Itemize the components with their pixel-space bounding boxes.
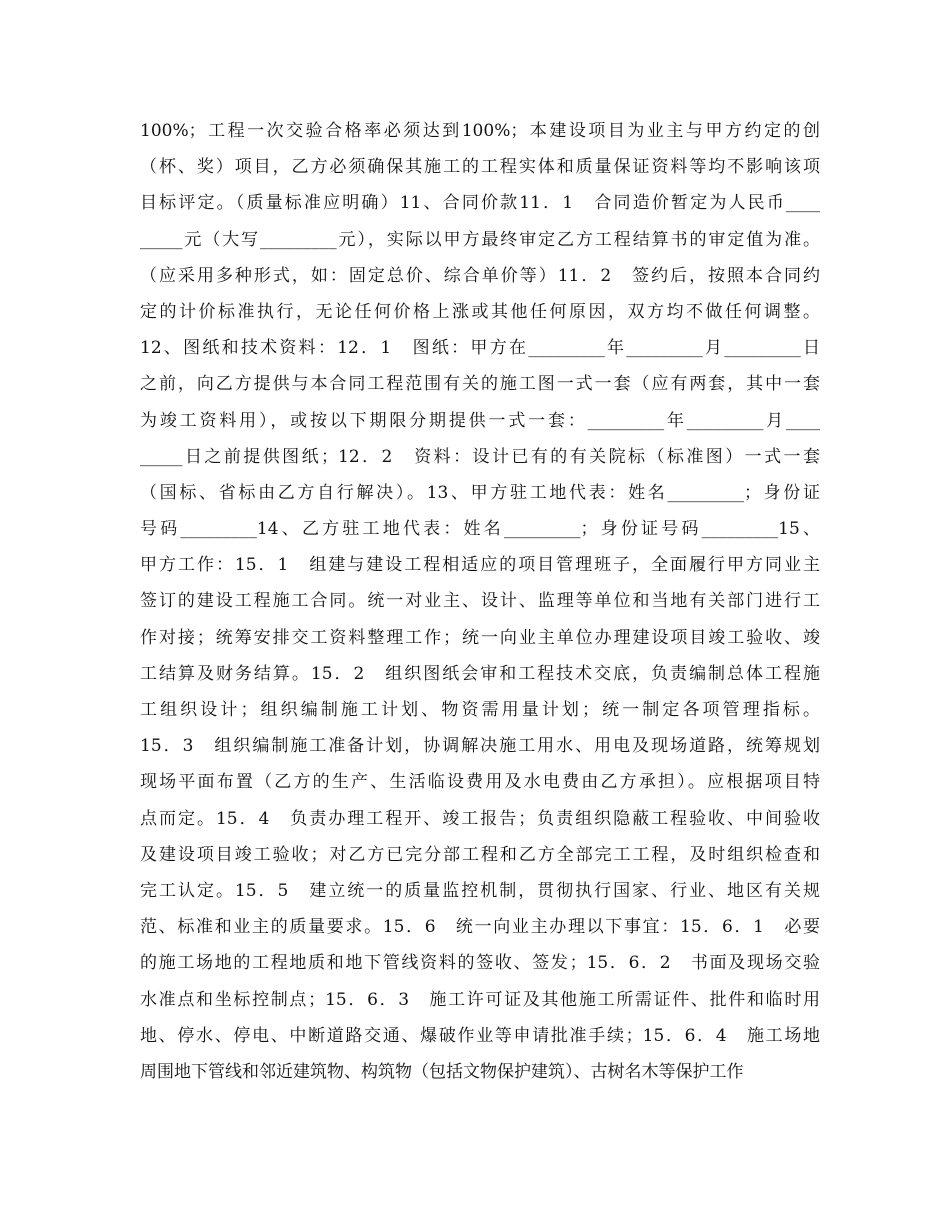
text-line: 12、图纸和技术资料：12．1 图纸：甲方在_________年_________月_________日 <box>140 338 820 359</box>
text-line: 签订的建设工程施工合同。统一对业主、设计、监理等单位和当地有关部门进行工 <box>140 591 820 612</box>
text-line: （杯、奖）项目，乙方必须确保其施工的工程实体和质量保证资料等均不影响该项 <box>140 157 820 178</box>
contract-body-text <box>140 113 820 1090</box>
text-line: 工结算及财务结算。15．2 组织图纸会审和工程技术交底，负责编制总体工程施 <box>140 663 820 684</box>
text-line: 水准点和坐标控制点；15．6．3 施工许可证及其他施工所需证件、批件和临时用 <box>140 989 820 1010</box>
text-line: 范、标准和业主的质量要求。15．6 统一向业主办理以下事宜：15．6．1 必要 <box>140 917 820 938</box>
text-line: 的施工场地的工程地质和地下管线资料的签收、签发；15．6．2 书面及现场交验 <box>140 953 820 974</box>
text-line: 周围地下管线和邻近建筑物、构筑物（包括文物保护建筑）、古树名木等保护工作 <box>140 1061 744 1082</box>
text-line: （国标、省标由乙方自行解决）。13、甲方驻工地代表：姓名_________；身份证 <box>140 482 820 503</box>
text-line: 点而定。15．4 负责办理工程开、竣工报告；负责组织隐蔽工程验收、中间验收 <box>140 808 820 829</box>
text-line: 工组织设计；组织编制施工计划、物资需用量计划；统一制定各项管理指标。 <box>140 700 820 720</box>
text-line: _____日之前提供图纸；12．2 资料：设计已有的有关院标（标准图）一式一套 <box>140 446 820 467</box>
text-line: 15．3 组织编制施工准备计划，协调解决施工用水、用电及现场道路，统筹规划 <box>140 736 820 757</box>
text-line: （应采用多种形式，如：固定总价、综合单价等）11．2 签约后，按照本合同约 <box>140 265 820 286</box>
text-line: 为竣工资料用），或按以下期限分期提供一式一套：_________年_________月____ <box>140 410 820 431</box>
text-line: 完工认定。15．5 建立统一的质量监控机制，贯彻执行国家、行业、地区有关规 <box>140 880 820 901</box>
text-line: 号码_________14、乙方驻工地代表：姓名_________；身份证号码_________15、 <box>140 519 820 540</box>
text-line: 及建设项目竣工验收；对乙方已完分部工程和乙方全部完工工程，及时组织检查和 <box>140 844 820 865</box>
text-line: 100%；工程一次交验合格率必须达到100%；本建设项目为业主与甲方约定的创 <box>140 121 820 141</box>
text-line: 现场平面布置（乙方的生产、生活临设费用及水电费由乙方承担）。应根据项目特 <box>140 772 820 793</box>
text-line: _____元（大写_________元），实际以甲方最终审定乙方工程结算书的审定值为准。 <box>140 229 820 250</box>
text-line: 定的计价标准执行，无论任何价格上涨或其他任何原因，双方均不做任何调整。 <box>140 301 820 322</box>
text-line: 地、停水、停电、中断道路交通、爆破作业等申请批准手续；15．6．4 施工场地 <box>140 1025 820 1046</box>
text-line: 之前，向乙方提供与本合同工程范围有关的施工图一式一套（应有两套，其中一套 <box>140 374 820 395</box>
text-line: 目标评定。（质量标准应明确）11、合同价款11．1 合同造价暂定为人民币____ <box>140 193 820 214</box>
text-line: 甲方工作：15．1 组建与建设工程相适应的项目管理班子，全面履行甲方同业主 <box>140 555 820 576</box>
text-line: 作对接；统筹安排交工资料整理工作；统一向业主单位办理建设项目竣工验收、竣 <box>140 627 820 648</box>
